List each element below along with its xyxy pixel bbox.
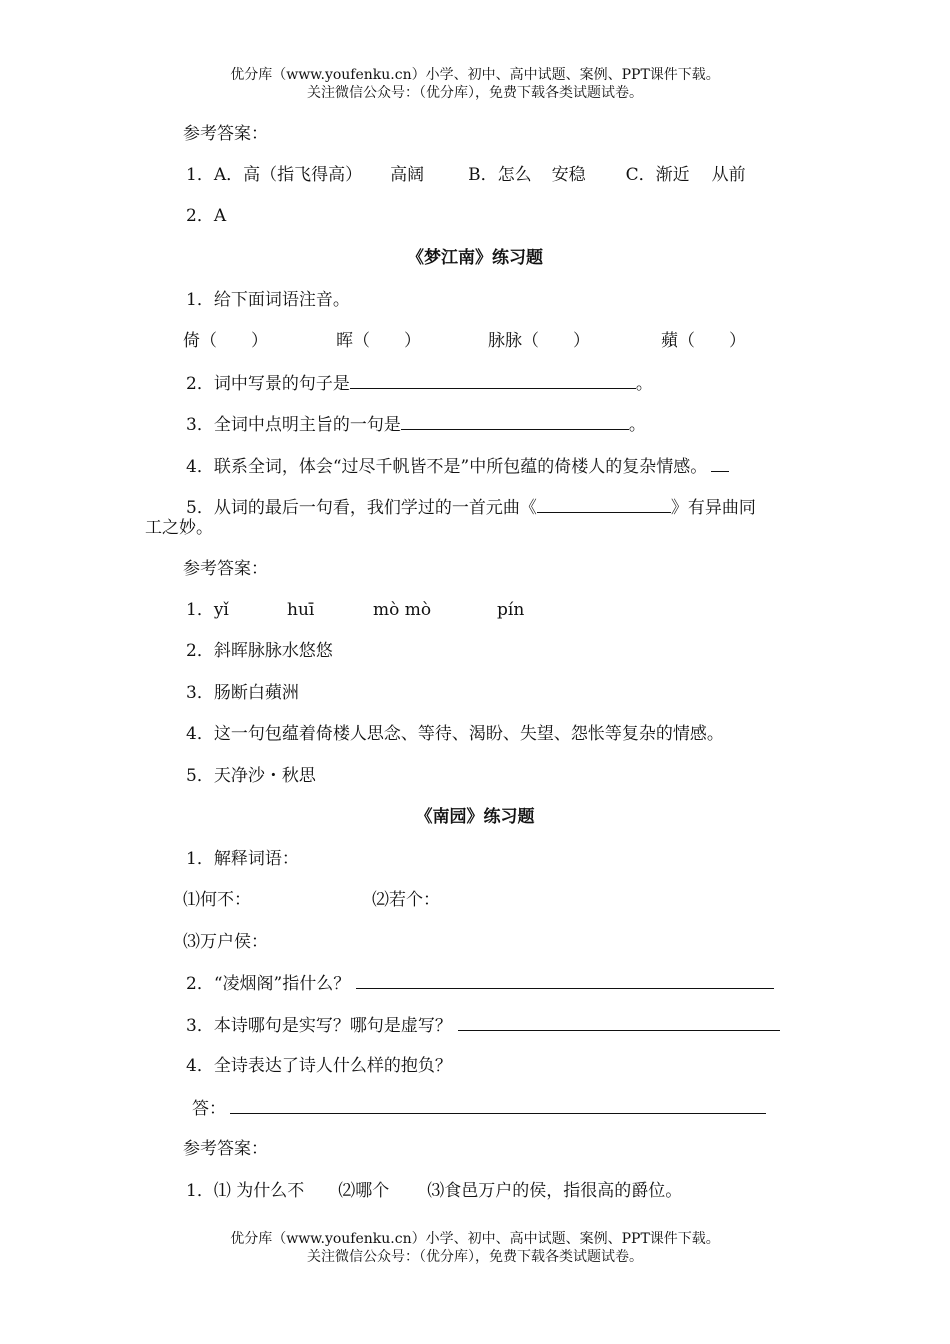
question-3-text: 3．全词中点明主旨的一句是 (186, 415, 401, 435)
pinyin-item: 倚（ ） (183, 331, 268, 351)
section-title-nan-yuan: 《南园》练习题 (415, 807, 535, 827)
pinyin-item: 晖（ ） (336, 331, 421, 351)
answer-2: 2．A (186, 206, 227, 226)
answer-1-part: B．怎么 (468, 165, 532, 185)
question-5-continuation: 工之妙。 (145, 518, 213, 538)
question-4-text: 4．联系全词，体会“过尽千帆皆不是”中所包蕴的倚楼人的复杂情感。 (186, 457, 708, 477)
question-3 (186, 1014, 780, 1037)
answer-blank[interactable] (401, 413, 629, 430)
answer-1-part: C．渐近 (625, 165, 690, 185)
question-1: 1．给下面词语注音。 (186, 290, 350, 310)
answer-2: 2．斜晖脉脉水悠悠 (186, 641, 333, 661)
answer-1-b: ⑵哪个 (338, 1181, 390, 1201)
question-5-text: 5．从词的最后一句看，我们学过的一首元曲《 (186, 498, 537, 518)
question-1-b: ⑵若个： (372, 890, 440, 910)
answer-1-c: ⑶食邑万户的侯，指很高的爵位。 (427, 1181, 683, 1201)
answer-1-a: 1．⑴ 为什么不 (186, 1181, 305, 1201)
answer-blank[interactable] (356, 972, 774, 989)
answer-1-part: 从前 (711, 165, 746, 185)
question-2-text: 2．词中写景的句子是 (186, 374, 350, 394)
answer-1-pinyin: huī (287, 600, 315, 620)
question-3 (186, 413, 646, 436)
answer-1 (186, 1180, 682, 1202)
question-2-text: 2．“凌烟阁”指什么？ (186, 974, 351, 994)
answer-1-pinyin: 1．yǐ (186, 600, 229, 620)
answer-label: 参考答案： (183, 1139, 268, 1159)
question-5 (186, 496, 756, 519)
answer-1-pinyin: mò mò (373, 600, 432, 620)
question-2 (186, 972, 774, 995)
answer-label: 参考答案： (183, 559, 268, 579)
page-header-line-1: 优分库（www.youfenku.cn）小学、初中、高中试题、案例、PPT课件下载。 (230, 67, 720, 83)
answer-1 (186, 164, 746, 186)
answer-blank[interactable] (711, 455, 729, 472)
page-footer-line-1: 优分库（www.youfenku.cn）小学、初中、高中试题、案例、PPT课件下载。 (230, 1231, 720, 1247)
answer-1-num: 1．A． (186, 165, 244, 185)
answer-label: 参考答案： (183, 124, 268, 144)
answer-1-pinyin: pín (497, 600, 525, 620)
section-title-meng-jiang-nan: 《梦江南》练习题 (407, 248, 543, 268)
answer-5: 5．天净沙・秋思 (186, 766, 316, 786)
answer-prefix: 答： (192, 1099, 226, 1119)
answer-1-part: 高（指飞得高） (243, 165, 363, 185)
question-1: 1．解释词语： (186, 849, 299, 869)
question-3-end: 。 (628, 415, 646, 435)
pinyin-item: 脉脉（ ） (488, 331, 590, 351)
question-5-text-end: 》有异曲同 (670, 498, 756, 518)
answer-blank[interactable] (537, 496, 671, 513)
answer-4: 4．这一句包蕴着倚楼人思念、等待、渴盼、失望、怨怅等复杂的情感。 (186, 724, 724, 744)
question-4 (186, 455, 729, 478)
question-2 (186, 372, 653, 395)
answer-blank[interactable] (458, 1014, 780, 1031)
page-footer-line-2: 关注微信公众号：（优分库），免费下载各类试题试卷。 (307, 1249, 643, 1265)
answer-1-part: 安稳 (551, 165, 586, 185)
question-1-a: ⑴何不： (183, 890, 251, 910)
question-1-c: ⑶万户侯： (183, 932, 268, 952)
pinyin-item: 蘋（ ） (661, 331, 746, 351)
answer-blank[interactable] (230, 1097, 766, 1114)
page-header-line-2: 关注微信公众号：（优分库），免费下载各类试题试卷。 (307, 85, 643, 101)
question-4: 4．全诗表达了诗人什么样的抱负？ (186, 1056, 452, 1076)
question-2-end: 。 (635, 374, 653, 394)
answer-3: 3．肠断白蘋洲 (186, 683, 299, 703)
question-4-answer (192, 1097, 766, 1120)
answer-1-part: 高阔 (390, 165, 425, 185)
question-3-text: 3．本诗哪句是实写？哪句是虚写？ (186, 1016, 452, 1036)
answer-blank[interactable] (350, 372, 636, 389)
